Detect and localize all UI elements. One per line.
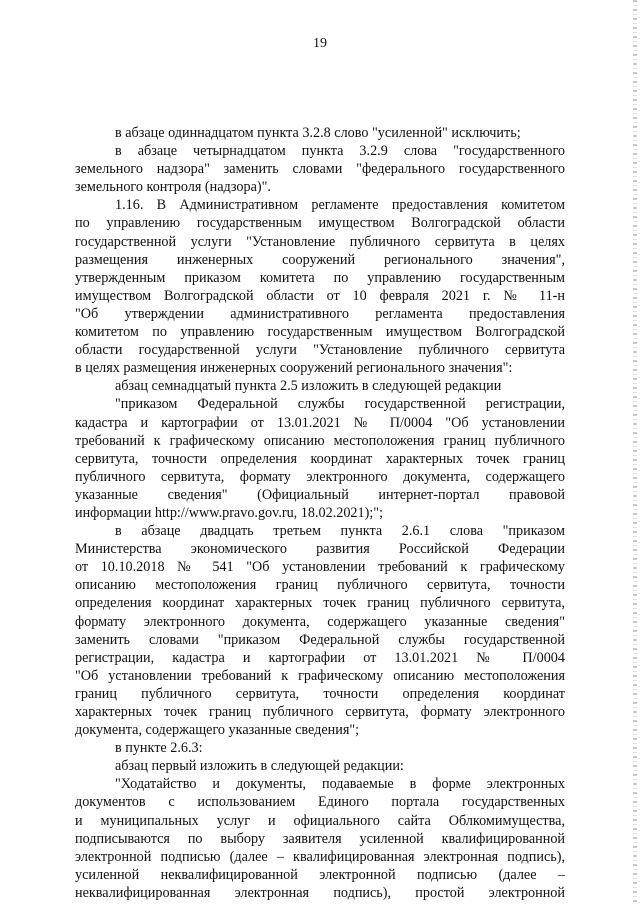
text-line: "Об установлении требований к графическому описанию местоположения [75,667,565,684]
text-line: утвержденным приказом комитета по управлению государственным [75,269,565,286]
text-line: абзац первый изложить в следующей редакции: [115,758,404,775]
text-line: размещения инженерных сооружений регионального значения", [75,251,565,268]
text-line: по управлению государственным имуществом Волгоградской области [75,215,565,232]
text-line: формату электронного документа, содержащего указанные сведения" [75,613,565,630]
text-line: земельного контроля (надзора)". [75,179,271,196]
text-line: границ публичного сервитута, точности определения координат [75,685,565,702]
text-line: публичного сервитута, формату электронного документа, содержащего [75,468,565,485]
text-line: электронной подписью (далее – квалифицированная электронная подпись), [75,848,565,865]
text-line: государственной услуги "Установление публичного сервитута в целях [75,233,565,250]
document-body [75,124,565,902]
text-line: усиленной неквалифицированной электронной подписью (далее – [75,866,565,883]
text-line: указанные сведения" (Официальный интернет-портал правовой [75,486,565,503]
text-line: "Об утверждении административного регламента предоставления [75,305,565,322]
text-line: в абзаце одиннадцатом пункта 3.2.8 слово "усиленной" исключить; [115,125,521,141]
text-line: подписываются по выбору заявителя усиленной квалифицированной [75,830,565,847]
text-line: характерных точек границ публичного сервитута, формату электронного [75,704,565,720]
text-line: "Ходатайство и документы, подаваемые в форме электронных [115,776,565,793]
text-line: документов с использованием Единого портала государственных [75,794,565,811]
text-line: земельного надзора" заменить словами "федерального государственного [75,161,565,178]
text-line: информации http://www.pravo.gov.ru, 18.02.2021);"; [75,504,384,521]
text-line: имуществом Волгоградской области от 10 февраля 2021 г. № 11-н [75,287,565,304]
text-line: "приказом Федеральной службы государственной регистрации, [115,396,565,413]
text-line: заменить словами "приказом Федеральной службы государственной [75,631,565,648]
text-line: неквалифицированная электронная подпись), простой электронной [75,884,565,901]
page-number: 19 [313,36,327,51]
text-line: комитетом по управлению государственным имуществом Волгоградской [75,324,565,341]
text-line: требований к графическому описанию местоположения границ публичного [75,432,565,449]
text-line: в целях размещения инженерных сооружений регионального значения": [75,360,513,377]
text-line: 1.16. В Административном регламенте предоставления комитетом [115,197,565,214]
scan-edge-artifact [633,0,637,905]
text-line: сервитута, точности определения координат характерных точек границ [75,450,565,467]
text-line: документа, содержащего указанные сведения"; [75,722,360,739]
text-line: и муниципальных услуг и официального сайта Облкомимущества, [75,812,565,829]
text-line: абзац семнадцатый пункта 2.5 изложить в следующей редакции [115,378,502,395]
text-line: в пункте 2.6.3: [115,740,203,757]
text-line: в абзаце двадцать третьем пункта 2.6.1 слова "приказом [115,523,565,540]
text-line: описанию местоположения границ публичного сервитута, точности [75,577,565,594]
text-line: кадастра и картографии от 13.01.2021 № П/0004 "Об установлении [75,414,565,431]
text-line: области государственной услуги "Установление публичного сервитута [75,342,565,359]
text-line: регистрации, кадастра и картографии от 13.01.2021 № П/0004 [75,649,565,666]
text-line: Министерства экономического развития Российской Федерации [75,541,565,558]
text-line: определения координат характерных точек границ публичного сервитута, [75,595,565,612]
text-line: в абзаце четырнадцатом пункта 3.2.9 слова "государственного [115,143,565,160]
text-line: от 10.10.2018 № 541 "Об установлении требований к графическому [75,559,565,576]
